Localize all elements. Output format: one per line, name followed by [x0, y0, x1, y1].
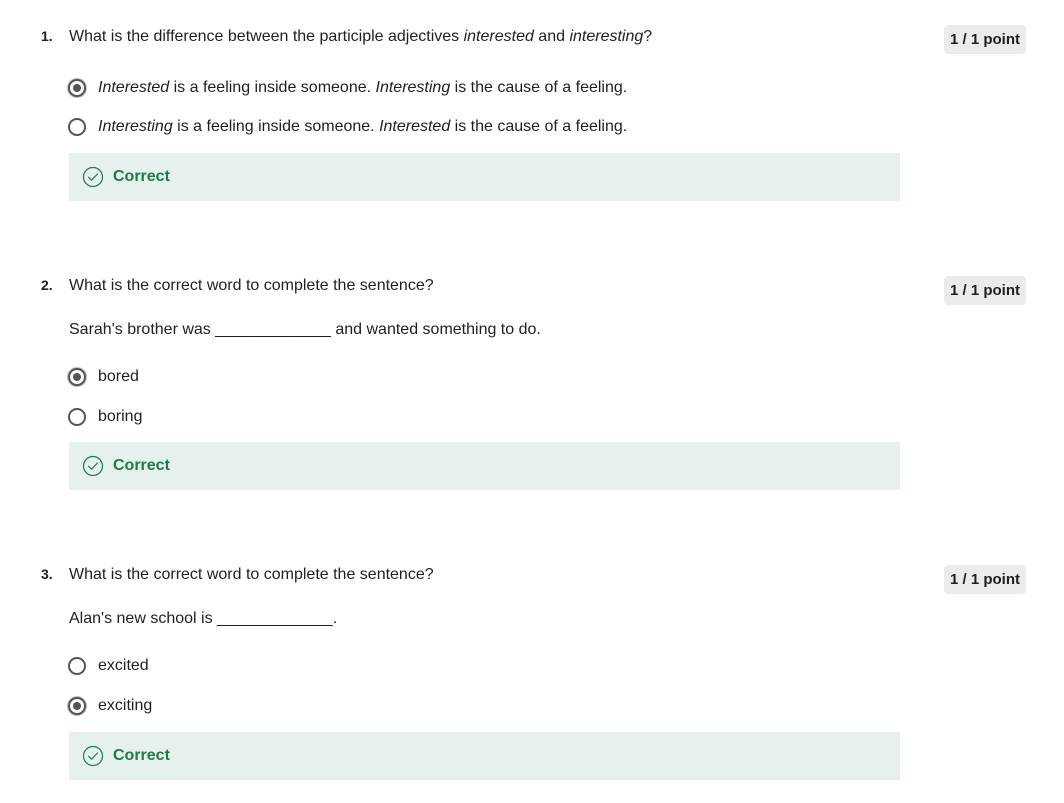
radio-selected[interactable]: [68, 368, 86, 386]
feedback-label: Correct: [113, 747, 170, 764]
feedback-label: Correct: [113, 168, 170, 185]
feedback-label: Correct: [113, 457, 170, 474]
answer-option[interactable]: [68, 366, 139, 388]
radio-unselected[interactable]: [68, 118, 86, 136]
points-badge: 1 / 1 point: [944, 276, 1026, 305]
answer-option[interactable]: [68, 116, 627, 138]
option-label: Interested is a feeling inside someone. Interesting is the cause of a feeling.: [98, 79, 628, 96]
question-number: 3.: [41, 566, 53, 582]
radio-selected[interactable]: [68, 697, 86, 715]
question-text: What is the correct word to complete the sentence?: [69, 277, 434, 294]
question-sentence: Alan's new school is _____________.: [69, 610, 338, 627]
feedback-correct: [69, 442, 900, 490]
option-label: boring: [98, 408, 143, 425]
question-text: What is the correct word to complete the sentence?: [69, 566, 434, 583]
option-label: excited: [98, 657, 149, 674]
option-label: bored: [98, 368, 139, 385]
feedback-correct: [69, 153, 900, 201]
radio-selected[interactable]: [68, 79, 86, 97]
points-badge: 1 / 1 point: [944, 25, 1026, 54]
radio-unselected[interactable]: [68, 408, 86, 426]
answer-option[interactable]: [68, 655, 149, 677]
option-label: Interesting is a feeling inside someone. Interested is the cause of a feeling.: [98, 118, 628, 135]
answer-option[interactable]: [68, 77, 627, 99]
answer-option[interactable]: [68, 695, 152, 717]
question-number: 1.: [41, 28, 53, 44]
check-circle-icon: [82, 455, 104, 477]
question-text: What is the difference between the participle adjectives interested and interesting?: [69, 28, 653, 45]
radio-unselected[interactable]: [68, 657, 86, 675]
feedback-correct: [69, 732, 900, 780]
check-circle-icon: [82, 745, 104, 767]
option-label: exciting: [98, 697, 153, 714]
answer-option[interactable]: [68, 406, 142, 428]
points-badge: 1 / 1 point: [944, 565, 1026, 594]
check-circle-icon: [82, 166, 104, 188]
question-number: 2.: [41, 277, 53, 293]
question-sentence: Sarah's brother was _____________ and wanted something to do.: [69, 321, 541, 338]
